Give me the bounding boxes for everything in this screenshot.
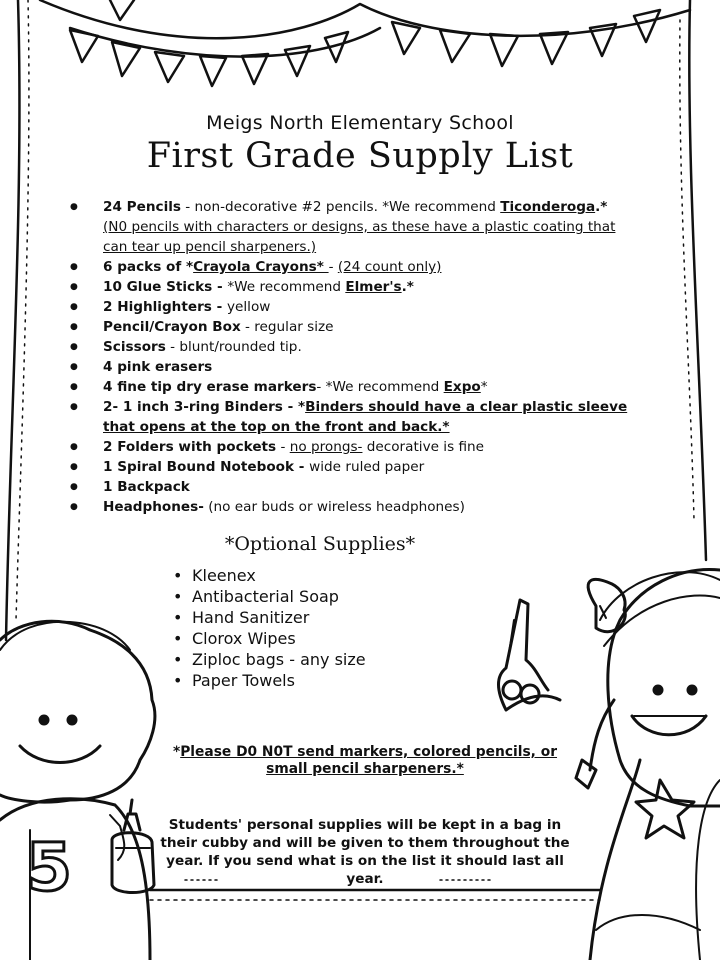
footer-note: Students' personal supplies will be kept in a bag in their cubby and will be given to them throughout the year. If you send what is on the list it should last all year. (160, 817, 570, 887)
supply-item-text: - regular size (240, 319, 334, 335)
supply-item-text: 2 Folders with pockets (103, 439, 277, 455)
supply-item (70, 357, 640, 377)
supply-item (70, 397, 640, 437)
school-name: Meigs North Elementary School (206, 112, 514, 134)
bunting-string (40, 0, 690, 38)
supply-item-text: .* (595, 199, 608, 215)
supply-item-text: wide ruled paper (309, 459, 425, 475)
supply-item-text: Headphones- (103, 499, 204, 515)
notice-prefix: * (172, 744, 181, 760)
supply-item-text: 10 Glue Sticks - (103, 279, 228, 295)
supply-item-text: - non-decorative #2 pencils. *We recommend (180, 199, 501, 215)
supply-item-text: Pencil/Crayon Box (103, 319, 241, 335)
optional-supply-item: • Ziploc bags - any size (170, 649, 366, 670)
optional-supply-item: • Antibacterial Soap (170, 586, 366, 607)
supply-item-text: - (328, 259, 338, 275)
supply-item-text: Expo (443, 379, 481, 395)
supply-item-text: (no ear buds or wireless headphones) (203, 499, 465, 515)
supply-item-text: 4 fine tip dry erase markers (103, 379, 317, 395)
supply-item-text: - *We recommend (316, 379, 444, 395)
boy-shirt-number: 5 (26, 829, 72, 906)
supply-item-text: * (480, 379, 488, 395)
optional-supply-item: • Kleenex (170, 565, 366, 586)
supply-item-text: Crayola Crayons* (193, 259, 329, 275)
supply-item-text: - (276, 439, 290, 455)
notice-message: Please D0 N0T send markers, colored pencils, or small pencil sharpeners.* (180, 744, 558, 777)
supply-item-text: yellow (226, 299, 271, 315)
supply-item-text: Ticonderoga (500, 199, 596, 215)
supply-list (70, 197, 640, 517)
supply-item (70, 197, 640, 257)
supply-item-text: - blunt/rounded tip. (165, 339, 302, 355)
supply-item (70, 457, 640, 477)
supply-item (70, 497, 640, 517)
supply-item-text: 24 Pencils (103, 199, 181, 215)
supply-item (70, 377, 640, 397)
notice-text (160, 744, 570, 778)
supply-item (70, 317, 640, 337)
supply-item-text: Scissors (103, 339, 166, 355)
supply-item-text: decorative is fine (362, 439, 485, 455)
supply-item-text: (N0 pencils with characters or designs, as these have a plastic coating that can tear up pencil sharpeners.) (103, 219, 616, 255)
optional-supply-item: • Hand Sanitizer (170, 607, 366, 628)
supply-item-text: 4 pink erasers (103, 359, 213, 375)
supply-item-text: no prongs- (289, 439, 363, 455)
supply-item-text: Binders should have a clear plastic sleeve that opens at the top on the front and back.* (103, 399, 628, 435)
supply-item-text: .* (401, 279, 414, 295)
supply-item-text: 2 Highlighters - (103, 299, 227, 315)
supply-item-text: (24 count only) (337, 259, 442, 275)
supply-item (70, 337, 640, 357)
supply-item (70, 477, 640, 497)
supply-item (70, 437, 640, 457)
supply-item (70, 277, 640, 297)
optional-supply-item: • Clorox Wipes (170, 628, 366, 649)
supply-item-text: 6 packs of * (103, 259, 194, 275)
supply-item-text: 2- 1 inch 3-ring Binders - * (103, 399, 306, 415)
supply-item-text: Elmer's (345, 279, 402, 295)
optional-supplies-title: *Optional Supplies* (224, 533, 416, 555)
optional-supply-item: • Paper Towels (170, 670, 366, 691)
supply-item (70, 297, 640, 317)
right-border-line (689, 0, 706, 560)
optional-supplies-list (170, 565, 366, 691)
supply-item-text: 1 Backpack (103, 479, 190, 495)
supply-item-text: *We recommend (227, 279, 346, 295)
supply-item-text: 1 Spiral Bound Notebook - (103, 459, 310, 475)
page-title: First Grade Supply List (146, 136, 574, 176)
boy-illustration (0, 621, 155, 960)
bunting-string-2 (70, 28, 380, 57)
supply-item (70, 257, 640, 277)
